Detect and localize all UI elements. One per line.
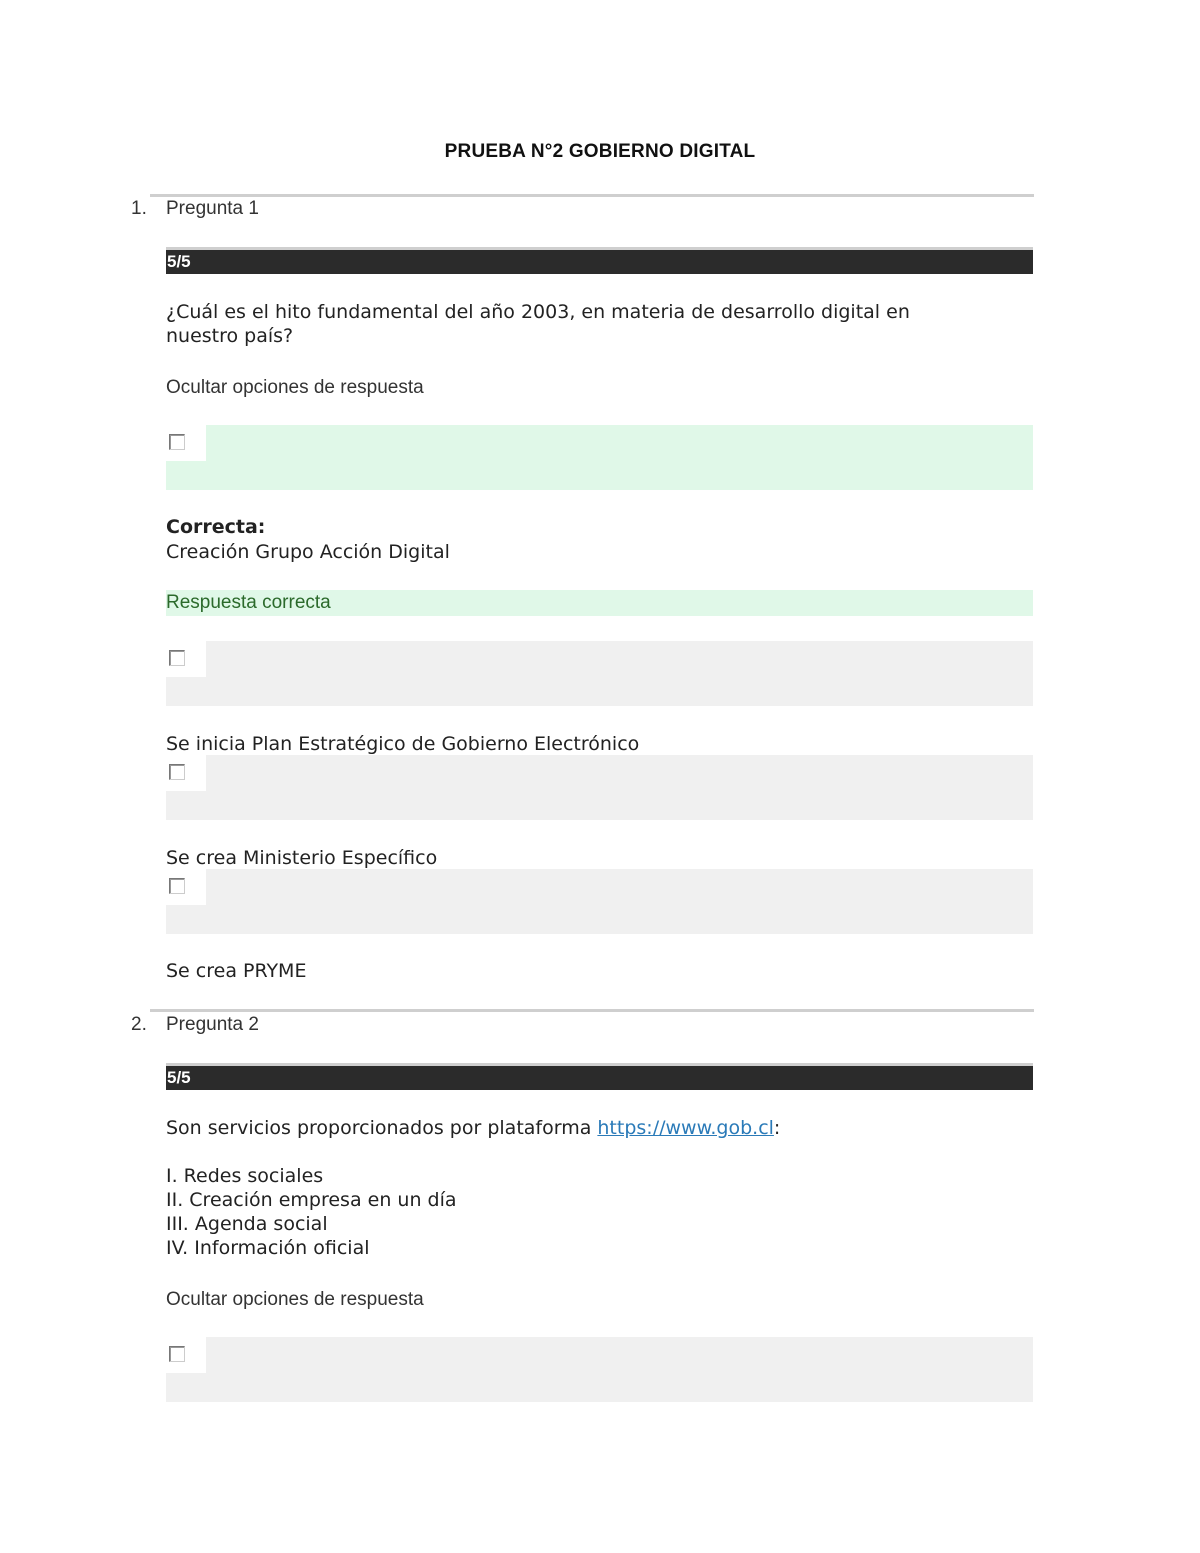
- question-divider: [150, 194, 1034, 197]
- feedback-text: Respuesta correcta: [166, 592, 331, 613]
- checkbox-cell: [166, 869, 206, 905]
- statement-item: IV. Información oficial: [166, 1237, 370, 1259]
- statement-item: I. Redes sociales: [166, 1165, 324, 1187]
- question-prompt: [166, 1116, 780, 1140]
- answer-checkbox[interactable]: [169, 878, 185, 894]
- answer-option-correct: [166, 425, 1033, 490]
- score-bar: [166, 247, 1033, 274]
- correct-label: Correcta:: [166, 516, 266, 538]
- answer-checkbox[interactable]: [169, 434, 185, 450]
- question-number: 1.: [131, 198, 147, 219]
- document-title: PRUEBA N°2 GOBIERNO DIGITAL: [444, 141, 756, 162]
- answer-option: [166, 1337, 1033, 1402]
- answer-option-text: Se crea PRYME: [166, 960, 307, 982]
- answer-checkbox[interactable]: [169, 650, 185, 666]
- hide-options-link[interactable]: Ocultar opciones de respuesta: [166, 377, 424, 398]
- gob-cl-link[interactable]: https://www.gob.cl: [597, 1117, 774, 1139]
- answer-option: [166, 869, 1033, 934]
- question-prompt-line: ¿Cuál es el hito fundamental del año 2003, en materia de desarrollo digital en: [166, 301, 910, 323]
- question-prompt-suffix: :: [773, 1117, 781, 1139]
- question-divider: [150, 1009, 1034, 1012]
- statement-list: [166, 1164, 457, 1260]
- answer-checkbox[interactable]: [169, 1346, 185, 1362]
- question-label: Pregunta 1: [166, 198, 259, 219]
- answer-option-text: Se inicia Plan Estratégico de Gobierno Electrónico: [166, 733, 640, 755]
- question-label: Pregunta 2: [166, 1014, 259, 1035]
- statement-item: III. Agenda social: [166, 1213, 328, 1235]
- score-bar: [166, 1063, 1033, 1090]
- question-prompt-line: nuestro país?: [166, 325, 294, 347]
- question-prompt-text: Son servicios proporcionados por plataforma: [166, 1117, 598, 1139]
- correct-answer-text: Creación Grupo Acción Digital: [166, 541, 450, 563]
- checkbox-cell: [166, 755, 206, 791]
- question-number: 2.: [131, 1014, 147, 1035]
- checkbox-cell: [166, 1337, 206, 1373]
- score-value: 5/5: [167, 252, 191, 271]
- answer-checkbox[interactable]: [169, 764, 185, 780]
- statement-item: II. Creación empresa en un día: [166, 1189, 457, 1211]
- question-prompt: [166, 300, 910, 348]
- answer-option: [166, 641, 1033, 706]
- answer-option-text: Se crea Ministerio Específico: [166, 847, 438, 869]
- score-value: 5/5: [167, 1068, 191, 1087]
- hide-options-link[interactable]: Ocultar opciones de respuesta: [166, 1289, 424, 1310]
- checkbox-cell: [166, 425, 206, 461]
- feedback-correct: [166, 590, 1033, 616]
- answer-option: [166, 755, 1033, 820]
- checkbox-cell: [166, 641, 206, 677]
